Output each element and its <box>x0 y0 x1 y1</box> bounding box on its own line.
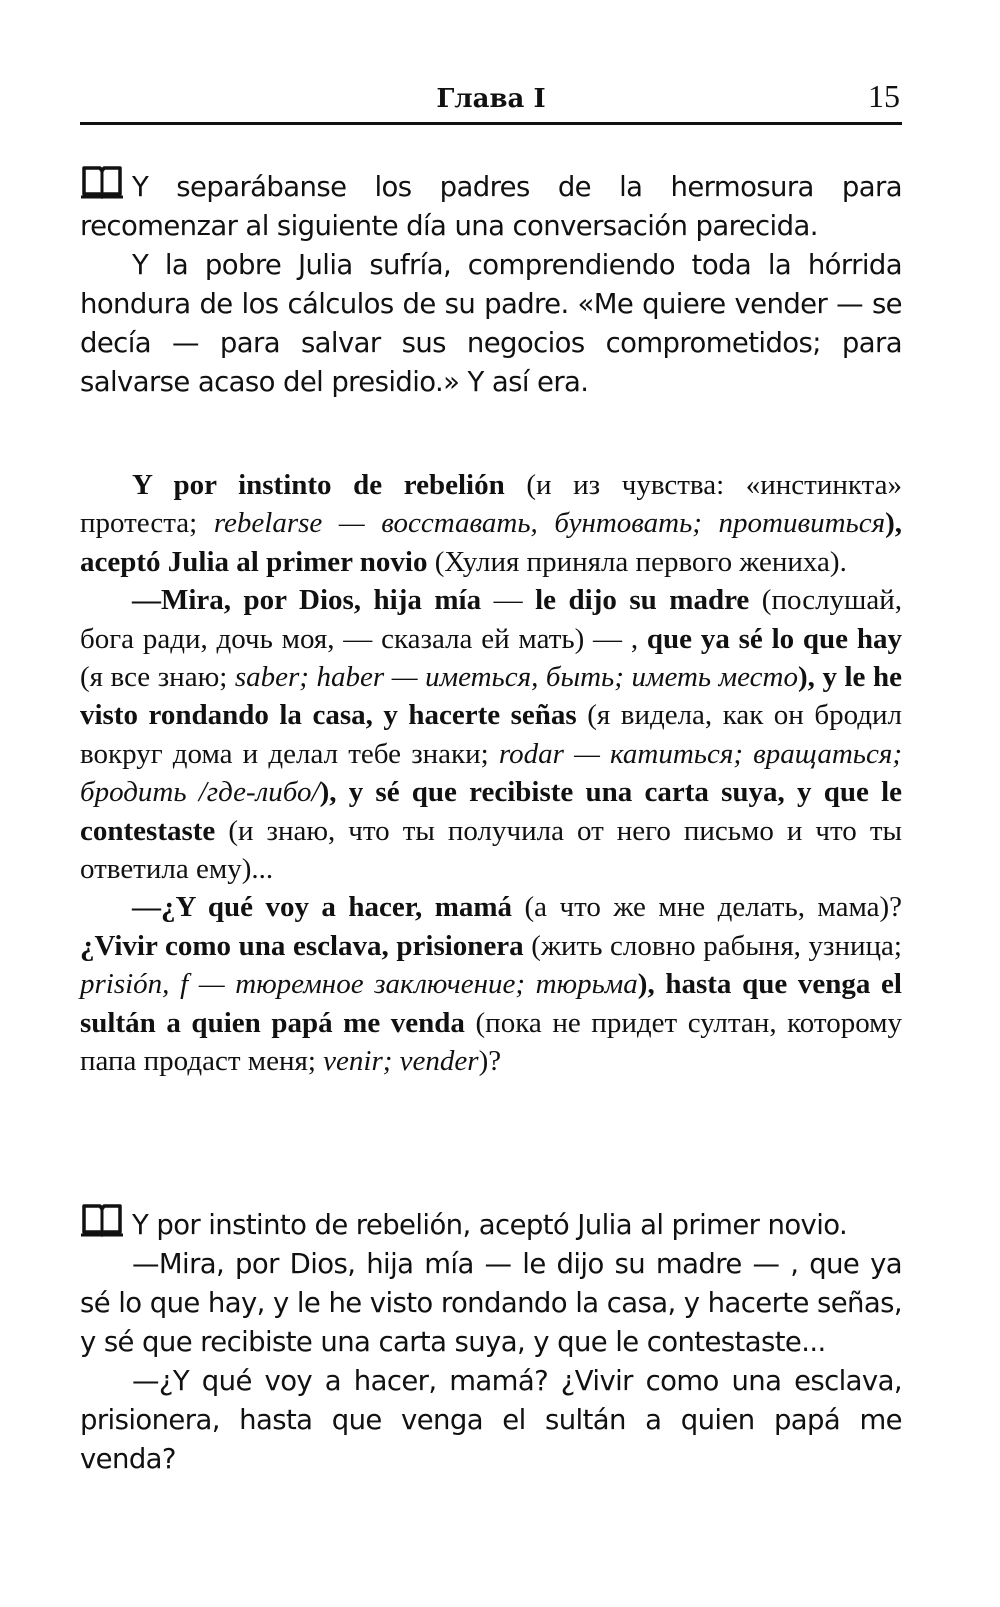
translation: (и из чувства: «инстинкта» протеста; <box>80 469 902 540</box>
original-paragraph: Y separábanse los padres de la hermosura para recomenzar al siguiente día una conversación parecida. <box>80 171 902 242</box>
spanish-phrase: y sé que recibiste una carta suya, y que le contestaste <box>80 776 902 847</box>
translation: (пока не придет султан, которому папа продаст меня; <box>80 1006 902 1078</box>
translation: (я все знаю; <box>80 661 235 694</box>
page-header <box>80 78 902 125</box>
original-paragraph: Y la pobre Julia sufría, comprendiendo toda la hórrida hondura de los cálculos de su padre. «Me quiere vender — se decía — para salvar sus negocios comprometidos; para salvarse acaso del presidio.» Y así era. <box>80 249 902 398</box>
vocab-note: saber; haber — иметься, быть; иметь место <box>234 661 798 694</box>
vocab-note: prisión, f — тюремное заключение; тюрьма <box>80 968 638 1001</box>
translation: (я видела, как он бродил вокруг дома и делал тебе знаки; <box>80 699 903 770</box>
annotated-text-block <box>80 466 902 1081</box>
punctuation: ), <box>319 776 349 809</box>
spanish-phrase: le dijo su madre <box>535 584 750 617</box>
original-paragraph: Y por instinto de rebelión, aceptó Julia al primer novio. <box>132 1209 848 1241</box>
translation: (жить словно рабыня, узница; <box>523 929 902 962</box>
annotated-paragraph-2 <box>80 581 902 888</box>
vocab-note: venir; vender <box>323 1045 479 1078</box>
original-paragraph: —¿Y qué voy a hacer, mamá? ¿Vivir como una esclava, prisionera, hasta que venga el sultán a quien papá me venda? <box>80 1365 902 1475</box>
chapter-title: Глава I <box>436 84 546 114</box>
spanish-phrase: que ya sé lo que hay <box>646 622 902 655</box>
original-paragraph: —Mira, por Dios, hija mía — le dijo su madre — , que ya sé lo que hay, y le he visto rondando la casa, y hacerte señas, y sé que recibiste una carta suya, y que le contestaste... <box>80 1248 902 1358</box>
page-number: 15 <box>868 78 900 114</box>
punctuation: — <box>481 584 536 617</box>
annotated-paragraph-3 <box>80 888 902 1080</box>
punctuation: )? <box>478 1045 502 1078</box>
spanish-phrase: aceptó Julia al primer novio <box>80 545 428 578</box>
spanish-phrase: Y por instinto de rebelión <box>132 469 505 501</box>
spanish-phrase: —Mira, por Dios, hija mía <box>132 584 482 617</box>
annotated-paragraph-1 <box>80 466 902 581</box>
vocab-note: rodar — катиться; вращаться; бродить /где-либо/ <box>80 737 903 809</box>
translation: (а что же мне делать, мама)? <box>512 891 903 924</box>
spanish-phrase: y le he visto rondando la casa, y hacerte señas <box>80 661 902 732</box>
original-text-block-2 <box>80 1206 902 1479</box>
original-text-block-1 <box>80 168 902 402</box>
vocab-note: rebelarse — восставать, бунтовать; противиться <box>213 507 886 540</box>
translation: (и знаю, что ты получила от него письмо и что ты ответила ему)... <box>80 814 902 886</box>
spanish-phrase: hasta que venga el sultán a quien papá me venda <box>80 968 902 1039</box>
spanish-phrase: ¿Vivir como una esclava, prisionera <box>80 929 524 962</box>
translation: (Хулия приняла первого жениха). <box>427 545 847 578</box>
spanish-phrase: —¿Y qué voy a hacer, mamá <box>132 891 513 924</box>
translation: (послушай, бога ради, дочь моя, — сказала ей мать) — , <box>80 584 903 655</box>
punctuation: ), <box>885 507 902 540</box>
punctuation: ), <box>637 968 666 1001</box>
punctuation: ), <box>797 661 823 694</box>
